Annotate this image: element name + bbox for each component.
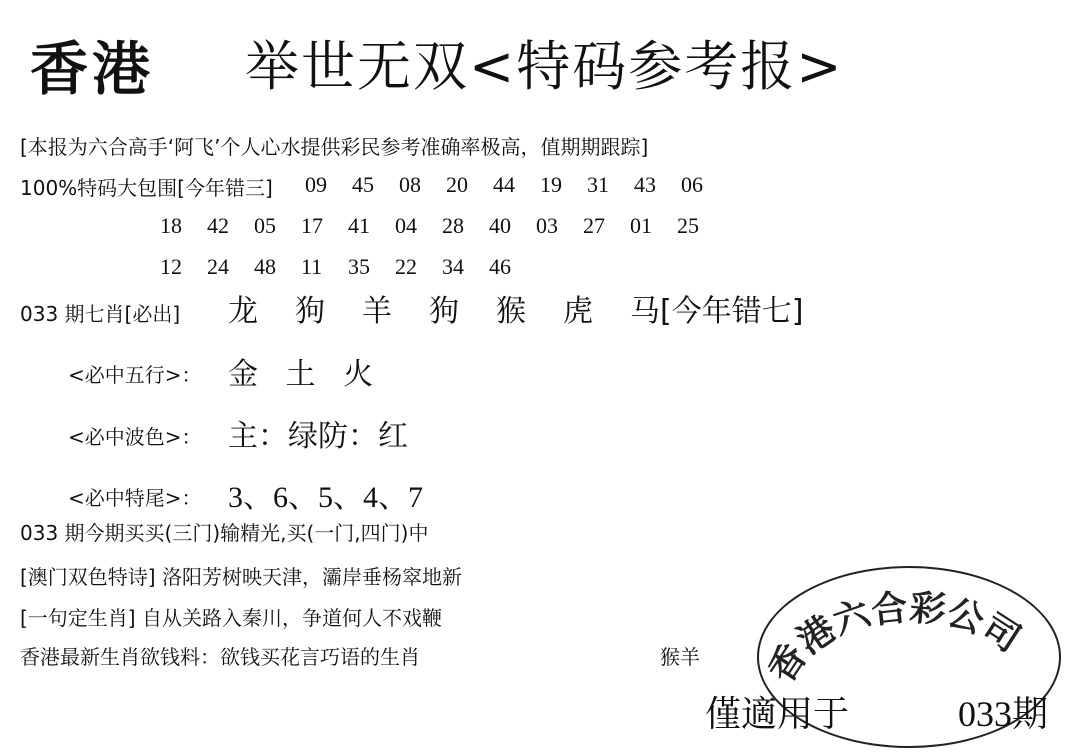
special-code-row-1-item: 43 (634, 172, 656, 197)
special-code-row-2-item: 40 (489, 213, 511, 238)
special-code-row-2-item: 41 (348, 213, 370, 238)
special-code-row-2-item: 27 (583, 213, 605, 238)
seven-zodiac-items-item: 猴 (496, 294, 526, 329)
special-code-row-2-item: 25 (677, 213, 699, 238)
special-code-row-1-item: 09 (305, 172, 327, 197)
seven-zodiac-items-item: 龙 (228, 294, 258, 329)
seven-zodiac-items (228, 286, 630, 330)
special-code-row-2-item: 01 (630, 213, 652, 238)
special-code-row-3-item: 35 (348, 254, 370, 279)
special-code-row-3-item: 48 (254, 254, 276, 279)
one-sentence-zodiac: [一句定生肖] 自从关路入秦川，争道何人不戏鞭 (20, 606, 442, 630)
special-code-row-2 (160, 213, 724, 239)
special-code-row-1-item: 31 (587, 172, 609, 197)
special-code-row-2-item: 42 (207, 213, 229, 238)
special-code-row-3-item: 22 (395, 254, 417, 279)
special-code-row-3-item: 34 (442, 254, 464, 279)
special-code-row-1-item: 19 (540, 172, 562, 197)
special-code-row-2-item: 05 (254, 213, 276, 238)
special-code-row-3 (160, 254, 536, 280)
seven-zodiac-items-item: 羊 (362, 294, 392, 329)
intro-line: [本报为六合高手‘阿飞’个人心水提供彩民参考准确率极高，值期期跟踪] (20, 135, 649, 159)
stamp-text: 香港六合彩公司 (761, 587, 1028, 691)
five-elements-value: 金 土 火 (228, 357, 374, 392)
footer-applies: 僅適用于 (705, 694, 850, 734)
footer-issue: 033期 (958, 694, 1049, 734)
special-code-row-2-item: 17 (301, 213, 323, 238)
special-code-row-2-item: 03 (536, 213, 558, 238)
special-code-row-1-item: 44 (493, 172, 515, 197)
seven-zodiac-items-item: 虎 (563, 294, 593, 329)
special-code-row-3-item: 24 (207, 254, 229, 279)
special-tail-value: 3、6、5、4、7 (228, 481, 423, 514)
seven-zodiac-items-item: 狗 (429, 294, 459, 329)
special-code-row-1-item: 08 (399, 172, 421, 197)
five-elements-label: <必中五行>： (68, 363, 202, 387)
brand-title: 香港 (30, 35, 155, 103)
special-code-row-3-item: 11 (301, 254, 323, 279)
seven-zodiac-last: 马[今年错七] (630, 294, 804, 329)
special-code-row-1-item: 20 (446, 172, 468, 197)
special-code-row-1-item: 45 (352, 172, 374, 197)
seven-zodiac-label: 033 期七肖[必出] (20, 302, 181, 326)
seven-zodiac-items-item: 狗 (295, 294, 325, 329)
special-code-row-3-item: 46 (489, 254, 511, 279)
wave-color-value: 主：绿防：红 (228, 419, 408, 454)
special-code-label: 100%特码大包围[今年错三] (20, 176, 273, 200)
door-line: 033 期今期买买(三门)输精光,买(一门,四门)中 (20, 521, 429, 545)
wave-color-label: <必中波色>： (68, 425, 202, 449)
special-code-row-1 (305, 172, 728, 198)
page-title: 举世无双<特码参考报> (245, 35, 844, 98)
latest-zodiac: 香港最新生肖欲钱料：欲钱买花言巧语的生肖 (20, 645, 420, 669)
macau-poem: [澳门双色特诗] 洛阳芳树映天津，灞岸垂杨窣地新 (20, 565, 462, 589)
special-code-row-2-item: 28 (442, 213, 464, 238)
special-code-row-3-item: 12 (160, 254, 182, 279)
special-code-row-2-item: 04 (395, 213, 417, 238)
special-code-row-2-item: 18 (160, 213, 182, 238)
special-tail-label: <必中特尾>： (68, 486, 202, 510)
latest-zodiac-answer: 猴羊 (660, 645, 700, 669)
special-code-row-1-item: 06 (681, 172, 703, 197)
